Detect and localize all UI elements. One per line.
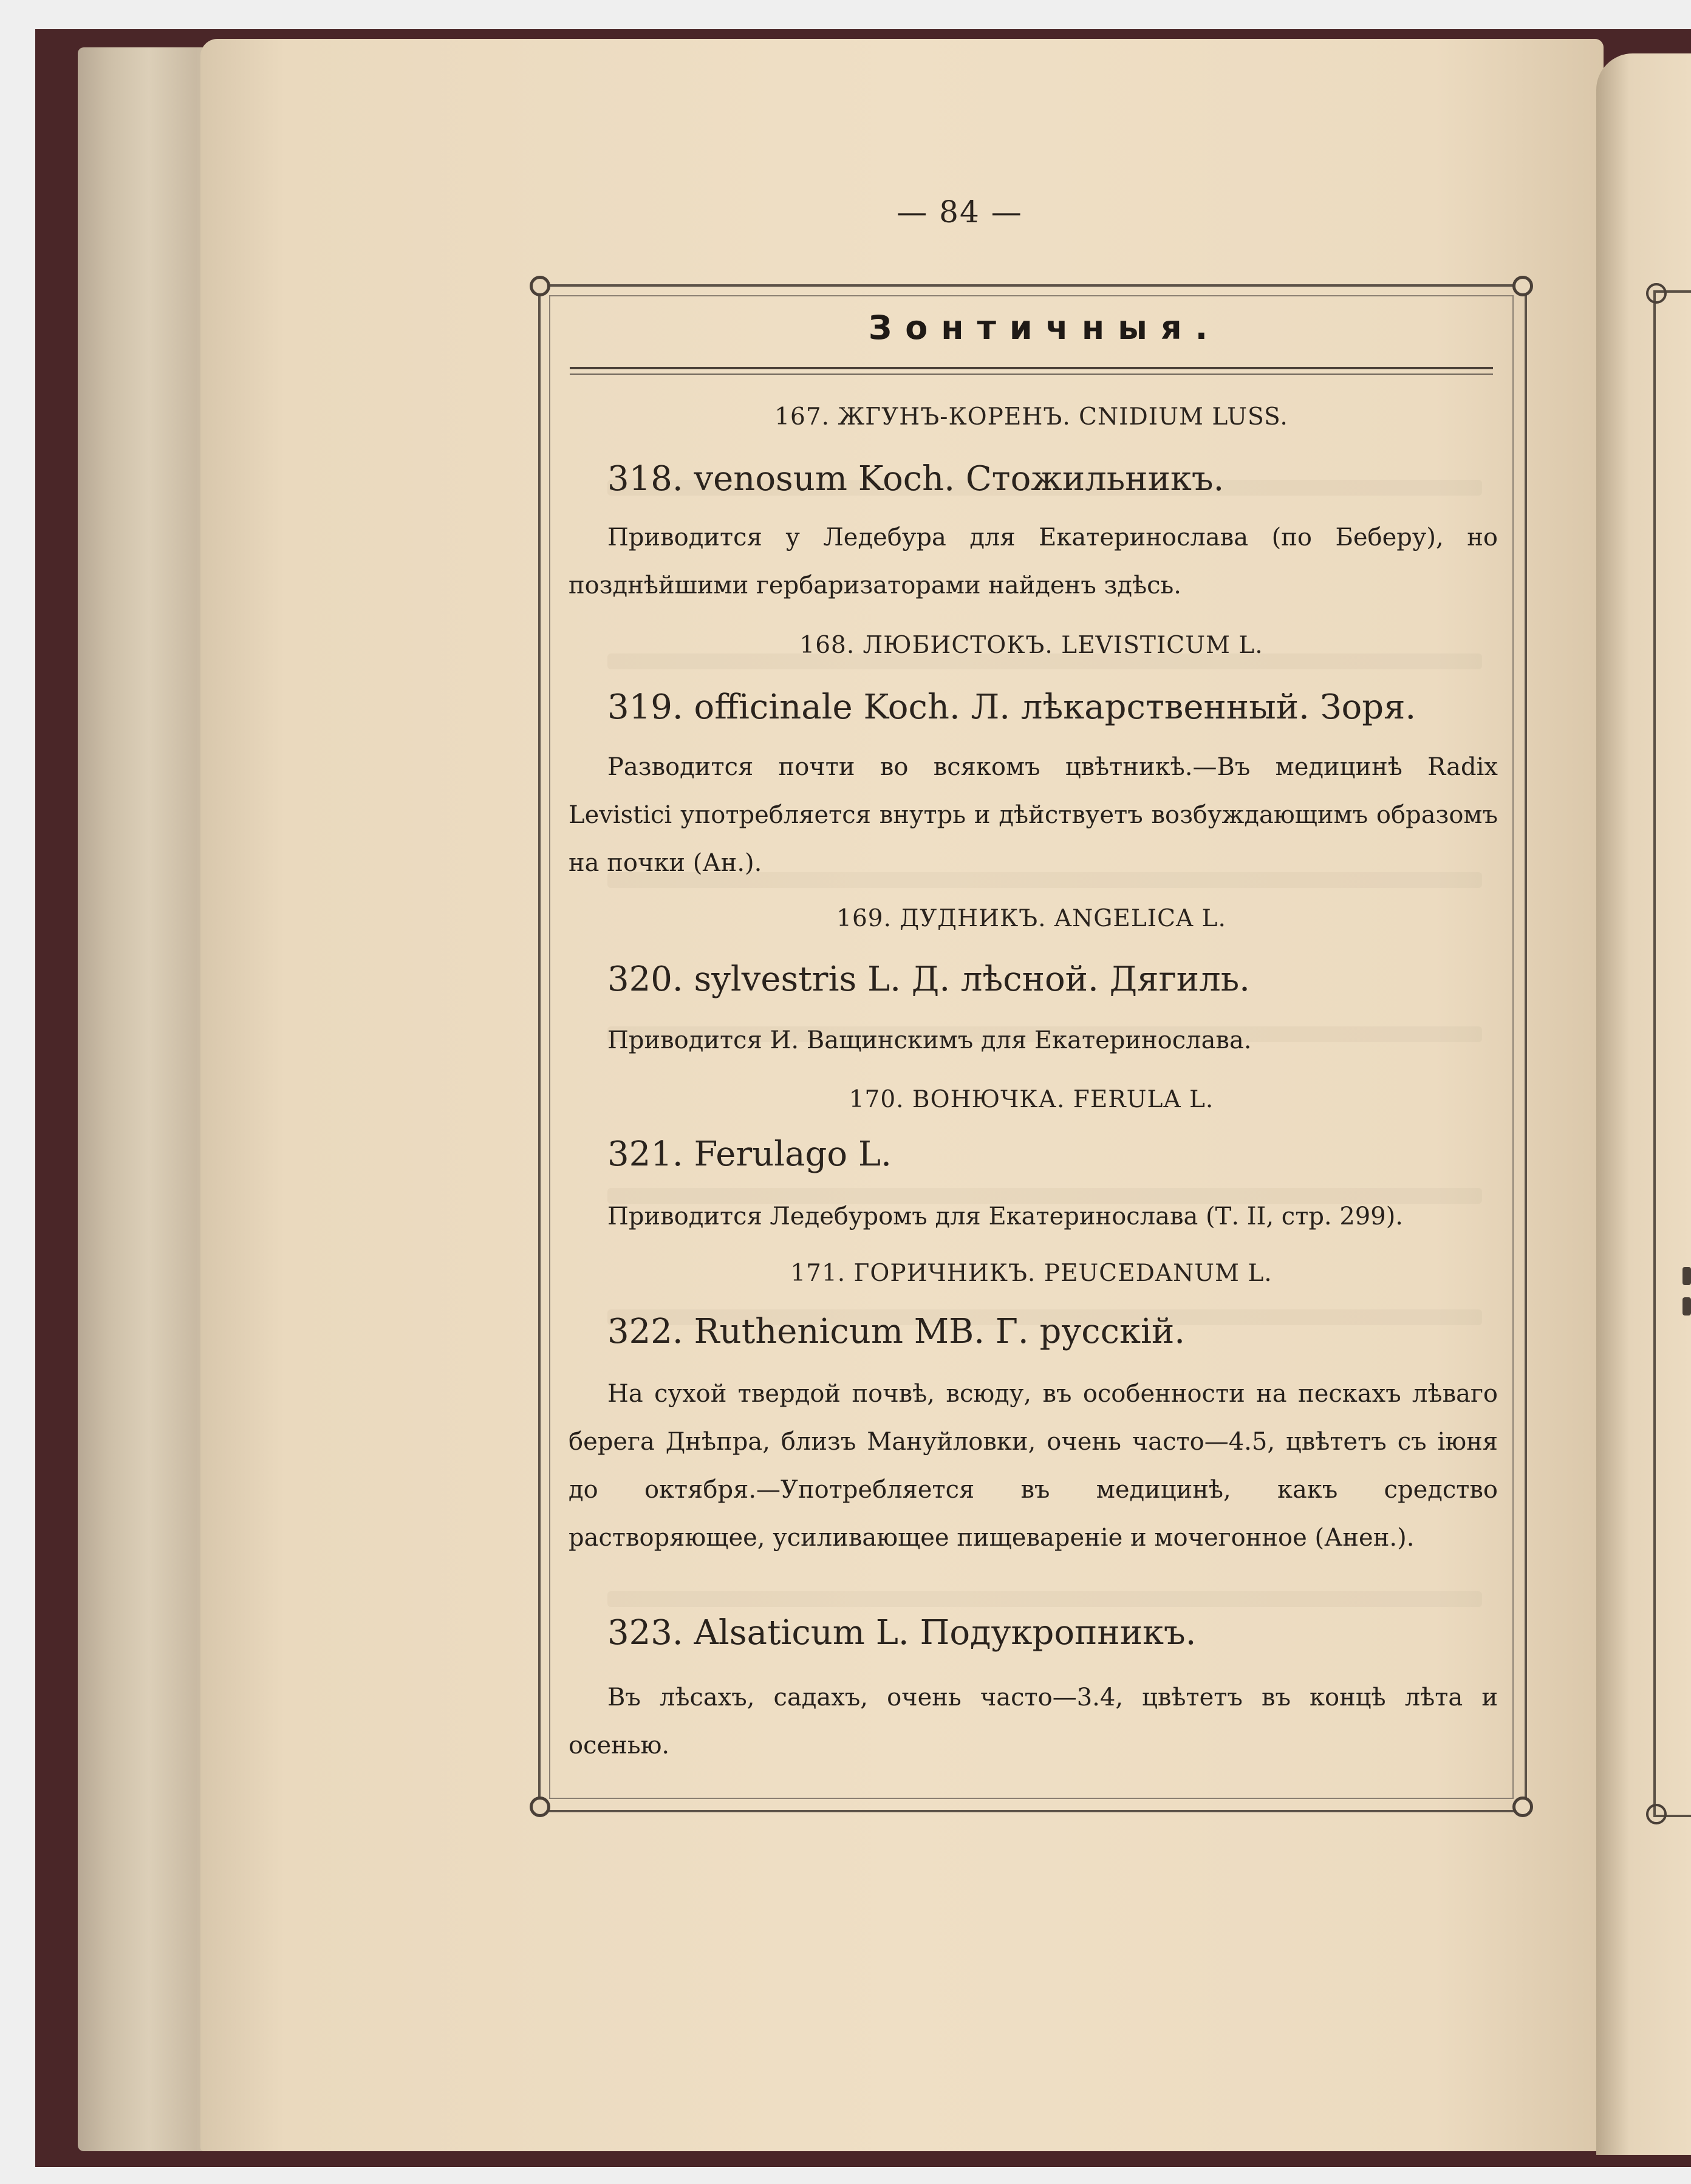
species-name: 322. Ruthenicum MB. Г. русскій.	[607, 1312, 1186, 1351]
genus-heading: 170. ВОНЮЧКА. FERULA L.	[849, 1086, 1214, 1113]
next-page-frame	[1653, 290, 1691, 1817]
species-description: Приводится И. Ващинскимъ для Екатеринослава.	[607, 1026, 1252, 1054]
frame-corner-ornament	[530, 276, 550, 296]
next-page-text-fragment	[1682, 1297, 1691, 1316]
species-name: 321. Ferulago L.	[607, 1135, 892, 1174]
next-page-corner-ornament	[1646, 1804, 1667, 1824]
species-description: Въ лѣсахъ, садахъ, очень часто—3.4, цвѣтетъ въ концѣ лѣта и осенью.	[569, 1684, 1498, 1759]
frame-corner-ornament	[530, 1797, 550, 1817]
species-description: Разводится почти во всякомъ цвѣтникѣ.—Въ медицинѣ Radix Levistici употребляется внутрь и дѣйствуетъ возбуждающимъ образомъ на почки (Ан.).	[569, 753, 1498, 877]
frame-corner-ornament	[1512, 1797, 1533, 1817]
species-name: 320. sylvestris L. Д. лѣсной. Дягиль.	[607, 960, 1250, 999]
species-description: На сухой твердой почвѣ, всюду, въ особенности на пескахъ лѣваго берега Днѣпра, близъ Мануйловки, очень часто—4.5, цвѣтетъ съ іюня до октября.—Употребляется въ медицинѣ, какъ средство растворяющее, усиливающее пищевареніе и мочегонное (Анен.).	[569, 1380, 1498, 1552]
species-name: 319. officinale Koch. Л. лѣкарственный. Зоря.	[607, 688, 1416, 727]
next-page-text-fragment	[1682, 1267, 1691, 1285]
genus-heading: 167. ЖГУНЪ-КОРЕНЪ. CNIDIUM LUSS.	[774, 403, 1288, 431]
frame-corner-ornament	[1512, 276, 1533, 296]
heading-rule	[570, 374, 1493, 375]
genus-heading: 171. ГОРИЧНИКЪ. PEUCEDANUM L.	[790, 1260, 1273, 1287]
page-number: — 84 —	[897, 194, 1023, 230]
next-page-corner-ornament	[1646, 283, 1667, 304]
heading-rule	[570, 367, 1493, 369]
family-heading: Зонтичныя.	[868, 309, 1221, 347]
species-description: Приводится у Ледебура для Екатеринослава (по Беберу), но позднѣйшими гербаризаторами найденъ здѣсь.	[569, 524, 1498, 599]
species-description: Приводится Ледебуромъ для Екатеринослава (Т. II, стр. 299).	[607, 1203, 1404, 1230]
genus-heading: 169. ДУДНИКЪ. ANGELICA L.	[836, 905, 1226, 932]
species-name: 318. venosum Koch. Стожильникъ.	[607, 459, 1225, 499]
species-name: 323. Alsaticum L. Подукропникъ.	[607, 1613, 1197, 1653]
genus-heading: 168. ЛЮБИСТОКЪ. LEVISTICUM L.	[799, 632, 1263, 659]
